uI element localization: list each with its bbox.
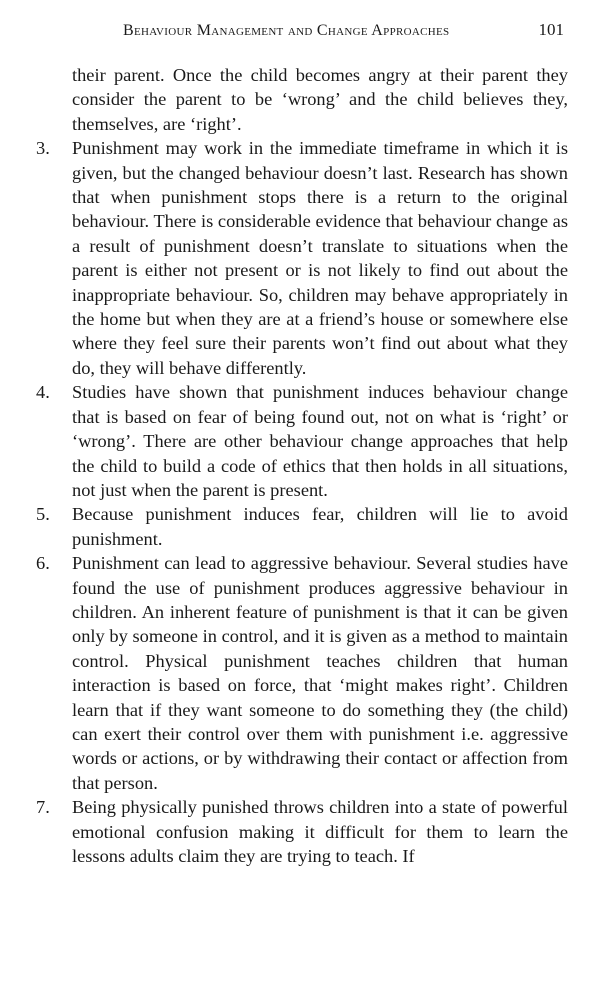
list-item-text: Studies have shown that punishment induces behaviour change that is based on fear of being found out, not on what is ‘right’ or ‘wrong’. There are other behaviour change approaches that help the child to build a code of ethics that then holds in all situations, not just when the parent is present. [72,382,568,500]
list-item-5 [36,502,568,551]
list-item-number: 4. [36,382,50,403]
list-item-text: Being physically punished throws children into a state of powerful emotional confusion making it difficult for them to learn the lessons adults claim they are trying to teach. If [72,797,568,866]
list-item-text: Punishment can lead to aggressive behaviour. Several studies have found the use of punishment produces aggressive behaviour in children. An inherent feature of punishment is that it can be given only by someone in control, and it is given as a method to maintain control. Physical punishment teaches children that human interaction is based on force, that ‘might makes right’. Children learn that if they want someone to do something they (the child) can exert their control over them with punishment i.e. aggressive words or actions, or by withdrawing their contact or affection from that person. [72,553,568,793]
list-item-number: 6. [36,553,50,574]
list-item-7 [36,795,568,868]
list-item-3 [36,136,568,380]
list-item-4 [36,380,568,502]
list-item-text: Because punishment induces fear, children will lie to avoid punishment. [72,504,568,549]
running-head: Behaviour Management and Change Approaches [123,22,450,39]
list-item-text: Punishment may work in the immediate timeframe in which it is given, but the changed behaviour doesn’t last. Research has shown that when punishment stops there is a return to the original behaviour. There is considerable evidence that behaviour change as a result of punishment doesn’t translate to situations when the parent is either not present or is not likely to find out about the inappropriate behaviour. So, children may behave appropriately in the home but when they are at a friend’s house or somewhere else where they feel sure their parents won’t find out about what they do, they will behave differently. [72,138,568,378]
list-item-6 [36,551,568,795]
body-text [36,63,568,868]
list-item-number: 7. [36,797,50,818]
list-item-number: 3. [36,138,50,159]
list-item-number: 5. [36,504,50,525]
continued-paragraph: their parent. Once the child becomes angry at their parent they consider the parent to be ‘wrong’ and the child believes they, themselves, are ‘right’. [72,65,568,134]
page-number: 101 [538,20,564,39]
